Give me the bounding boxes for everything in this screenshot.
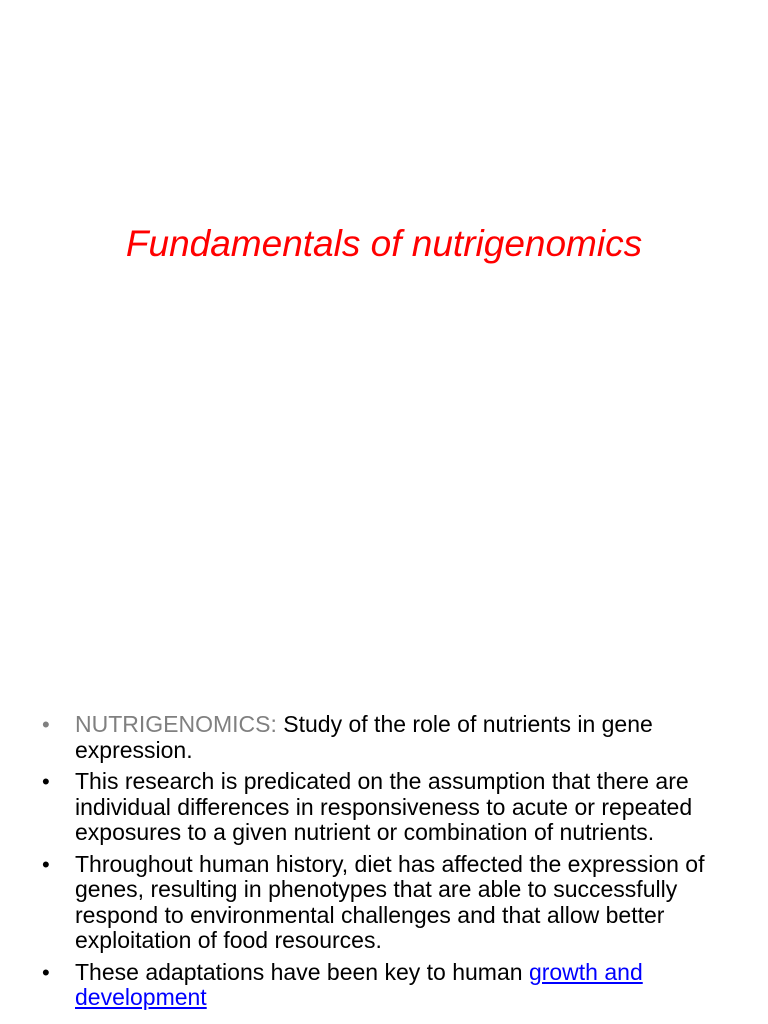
- bullet-dot-icon: •: [42, 851, 50, 877]
- growth-development-link[interactable]: growth and development: [75, 958, 643, 1010]
- bullet-list: [42, 712, 742, 1017]
- bullet-dot-icon: •: [42, 712, 50, 737]
- bullet-dot-icon: •: [42, 769, 50, 794]
- bullet-item-nutrigenomics: [42, 712, 742, 763]
- bullet-text: This research is predicated on the assumption that there are individual differences in responsiveness to acute or repeated exposures to a given nutrient or combination of nutrients.: [75, 768, 693, 845]
- bullet-text: Throughout human history, diet has affected the expression of genes, resulting in phenotypes that are able to successfully respond to environmental challenges and that allow better exploitation of food resources.: [75, 850, 705, 953]
- bullet-dot-icon: •: [42, 959, 50, 985]
- bullet-term: NUTRIGENOMICS:: [75, 711, 277, 737]
- slide-title: Fundamentals of nutrigenomics: [125, 223, 643, 264]
- bullet-text: Study of the role of nutrients in gene expression.: [75, 711, 653, 763]
- bullet-item-history: [42, 852, 742, 954]
- bullet-text: These adaptations have been key to human: [75, 958, 529, 985]
- bullet-item-research: [42, 769, 742, 846]
- bullet-item-adaptations: [42, 960, 742, 1011]
